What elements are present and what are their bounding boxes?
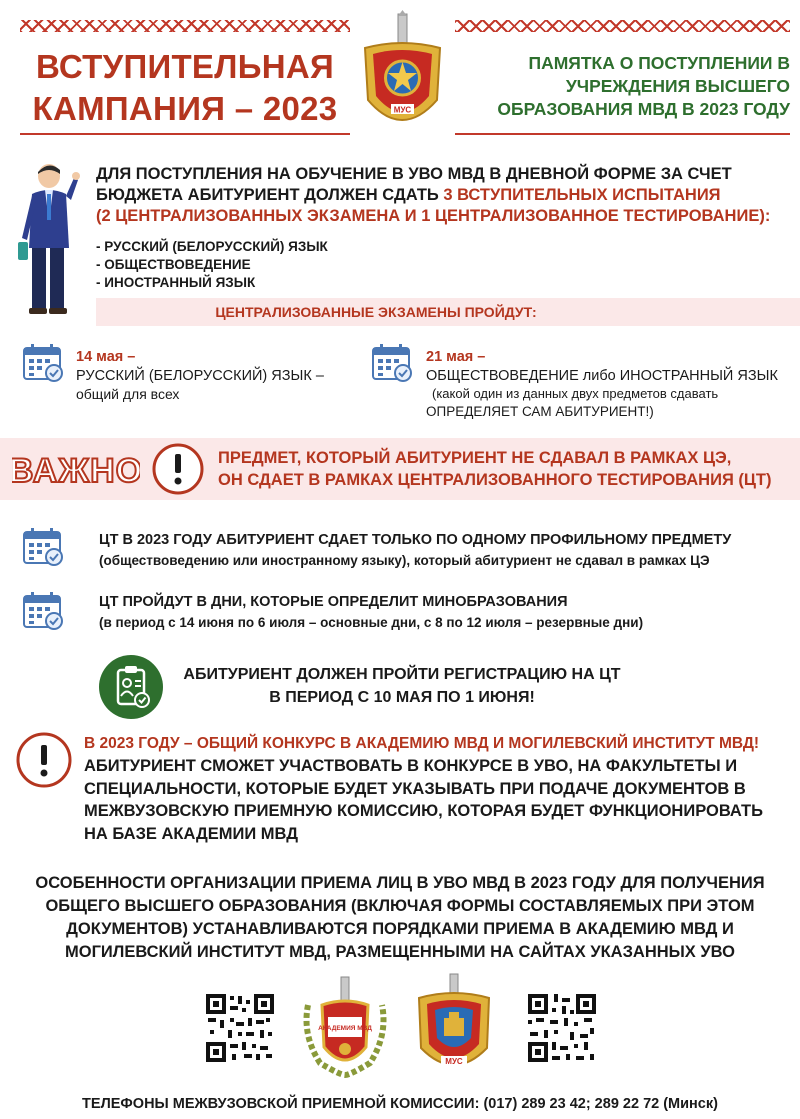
important-label-text: ВАЖНО xyxy=(12,452,140,489)
academy-emblem-label: АКАДЕМИЯ МВД xyxy=(318,1025,372,1032)
subjects-list xyxy=(96,238,496,292)
contest-line: АБИТУРИЕНТ СМОЖЕТ УЧАСТВОВАТЬ В КОНКУРСЕ В УВО, НА ФАКУЛЬТЕТЫ И xyxy=(84,757,738,775)
mogilev-institute-emblem xyxy=(413,972,495,1082)
ct1-line1: ЦТ В 2023 ГОДУ АБИТУРИЕНТ СДАЕТ ТОЛЬКО ПО ОДНОМУ ПРОФИЛЬНОМУ ПРЕДМЕТУ xyxy=(99,532,732,548)
intro-line2-highlight: 3 ВСТУПИТЕЛЬНЫХ ИСПЫТАНИЯ xyxy=(443,186,721,204)
academy-emblem xyxy=(300,975,390,1080)
intro-line3: (2 ЦЕНТРАЛИЗОВАННЫХ ЭКЗАМЕНА И 1 ЦЕНТРАЛИЗОВАННОЕ ТЕСТИРОВАНИЕ): xyxy=(96,207,771,225)
registration-line1: АБИТУРИЕНТ ДОЛЖЕН ПРОЙТИ РЕГИСТРАЦИЮ НА ЦТ xyxy=(183,666,621,683)
calendar-icon xyxy=(22,342,64,382)
contest-line: МЕЖВУЗОВСКУЮ ПРИЕМНУЮ КОМИССИЮ, КОТОРАЯ БУДЕТ ФУНКЦИОНИРОВАТЬ xyxy=(84,802,763,820)
exam1 xyxy=(76,348,356,403)
calendar-icon xyxy=(371,342,413,382)
ct1-line2: (обществоведению или иностранному языку), который абитуриент не сдавал в рамках ЦЭ xyxy=(99,553,710,568)
header-divider-right xyxy=(455,133,790,135)
header-divider-left xyxy=(20,133,350,135)
institute-emblem-label: МУС xyxy=(445,1057,463,1066)
intro-text xyxy=(96,164,796,227)
important-text xyxy=(218,447,798,491)
contest-line: НА БАЗЕ АКАДЕМИИ МВД xyxy=(84,824,299,843)
contest-body xyxy=(84,755,784,845)
ce-bar-label: ЦЕНТРАЛИЗОВАННЫЕ ЭКЗАМЕНЫ ПРОЙДУТ: xyxy=(215,304,537,320)
exclamation-icon xyxy=(14,730,74,790)
memo-title xyxy=(470,52,790,121)
exam2-subject: ОБЩЕСТВОВЕДЕНИЕ либо ИНОСТРАННЫЙ ЯЗЫК xyxy=(426,368,778,384)
exam1-note: общий для всех xyxy=(76,386,180,402)
ct2-line1: ЦТ ПРОЙДУТ В ДНИ, КОТОРЫЕ ОПРЕДЕЛИТ МИНОБРАЗОВАНИЯ xyxy=(99,594,568,610)
exam1-subject: РУССКИЙ (БЕЛОРУССКИЙ) ЯЗЫК – xyxy=(76,368,324,384)
important-line2: ОН СДАЕТ В РАМКАХ ЦЕНТРАЛИЗОВАННОГО ТЕСТИРОВАНИЯ (ЦТ) xyxy=(218,471,772,489)
registration-text xyxy=(172,663,632,709)
emblem-label: МУС xyxy=(393,105,412,115)
intro-line2 xyxy=(96,185,796,206)
subject-item: - ИНОСТРАННЫЙ ЯЗЫК xyxy=(96,275,256,290)
applicant-illustration xyxy=(14,160,84,320)
memo-line3: ОБРАЗОВАНИЯ МВД В 2023 ГОДУ xyxy=(497,99,790,119)
memo-line1: ПАМЯТКА О ПОСТУПЛЕНИИ В xyxy=(528,53,790,73)
exam1-date: 14 мая – xyxy=(76,349,136,365)
subject-item: - РУССКИЙ (БЕЛОРУССКИЙ) ЯЗЫК xyxy=(96,239,328,254)
important-line1: ПРЕДМЕТ, КОТОРЫЙ АБИТУРИЕНТ НЕ СДАВАЛ В РАМКАХ ЦЭ, xyxy=(218,449,732,467)
campaign-title-line2: КАМПАНИЯ – 2023 xyxy=(32,90,338,127)
features-line: ДОКУМЕНТОВ) УСТАНАВЛИВАЮТСЯ ПОРЯДКАМИ ПРИЕМА В АКАДЕМИЮ МВД И xyxy=(66,920,734,938)
ornament-top-left xyxy=(20,20,350,32)
campaign-title xyxy=(20,46,350,130)
campaign-title-line1: ВСТУПИТЕЛЬНАЯ xyxy=(35,48,335,85)
features-line: ОБЩЕГО ВЫСШЕГО ОБРАЗОВАНИЯ (ВКЛЮЧАЯ ФОРМЫ СОСТАВЛЯЕМЫХ ПРИ ЭТОМ xyxy=(45,897,755,915)
ct-dates xyxy=(99,592,799,632)
calendar-icon xyxy=(22,526,64,566)
important-label xyxy=(12,449,140,489)
intro-line1: ДЛЯ ПОСТУПЛЕНИЯ НА ОБУЧЕНИЕ В УВО МВД В ДНЕВНОЙ ФОРМЕ ЗА СЧЕТ xyxy=(96,165,732,183)
exam2 xyxy=(426,348,796,421)
ct2-line2: (в период с 14 июня по 6 июля – основные дни, с 8 по 12 июля – резервные дни) xyxy=(99,615,644,630)
qr-code-institute[interactable] xyxy=(526,992,598,1064)
features-line: ОСОБЕННОСТИ ОРГАНИЗАЦИИ ПРИЕМА ЛИЦ В УВО МВД В 2023 ГОДУ ДЛЯ ПОЛУЧЕНИЯ xyxy=(35,874,765,892)
exam2-note: (какой один из данных двух предметов сдавать xyxy=(432,386,719,401)
clipboard-icon xyxy=(98,654,164,720)
exclamation-icon xyxy=(148,440,208,498)
intro-line2-start: БЮДЖЕТА АБИТУРИЕНТ ДОЛЖЕН СДАТЬ xyxy=(96,186,444,204)
memo-line2: УЧРЕЖДЕНИЯ ВЫСШЕГО xyxy=(565,76,790,96)
features-text xyxy=(10,872,790,964)
registration-line2: В ПЕРИОД С 10 МАЯ ПО 1 ИЮНЯ! xyxy=(269,689,535,706)
contest-headline: В 2023 ГОДУ – ОБЩИЙ КОНКУРС В АКАДЕМИЮ МВД И МОГИЛЕВСКИЙ ИНСТИТУТ МВД! xyxy=(84,735,760,752)
ct-single-subject xyxy=(99,530,799,570)
features-line: МОГИЛЕВСКИЙ ИНСТИТУТ МВД, РАЗМЕЩЕННЫМИ НА САЙТАХ УКАЗАННЫХ УВО xyxy=(64,943,735,961)
exam2-date: 21 мая – xyxy=(426,349,486,365)
footer-phones: ТЕЛЕФОНЫ МЕЖВУЗОВСКОЙ ПРИЕМНОЙ КОМИССИИ: (017) 289 23 42; 289 22 72 (Минск) xyxy=(82,1096,718,1112)
contest-line: СПЕЦИАЛЬНОСТИ, КОТОРЫЕ БУДЕТ УКАЗЫВАТЬ ПРИ ПОДАЧЕ ДОКУМЕНТОВ В xyxy=(84,779,746,798)
ornament-top-right xyxy=(455,20,790,32)
calendar-icon xyxy=(22,590,64,630)
qr-code-academy[interactable] xyxy=(204,992,276,1064)
exam2-note-2: ОПРЕДЕЛЯЕТ САМ АБИТУРИЕНТ!) xyxy=(426,404,654,419)
subject-item: - ОБЩЕСТВОВЕДЕНИЕ xyxy=(96,257,251,272)
mvd-emblem xyxy=(355,10,450,145)
